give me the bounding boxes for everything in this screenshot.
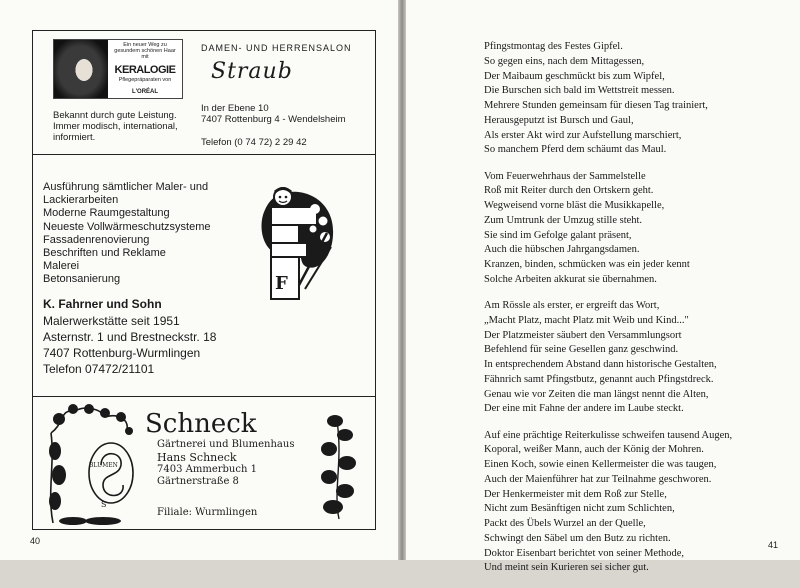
service-item: Lackierarbeiten xyxy=(43,194,119,207)
company-details xyxy=(43,313,216,377)
floral-ornament-left xyxy=(45,403,137,527)
poem-line: Zum Umtrunk der Umzug stille steht. xyxy=(484,214,643,226)
nursery-detail-line: Gärtnerstraße 8 xyxy=(157,476,239,487)
poem-line: „Macht Platz, macht Platz mit Weib und Kind..." xyxy=(484,314,689,326)
salon-address-line: 7407 Rottenburg 4 - Wendelsheim xyxy=(201,114,346,125)
poem-line: So manchem Pferd dem schäumt das Maul. xyxy=(484,144,667,156)
poem-line: Mehrere Stunden gemeinsam für diesen Tag trainiert, xyxy=(484,100,708,111)
service-item: Ausführung sämtlicher Maler- und xyxy=(43,181,209,193)
company-detail-line: Malerwerkstätte seit 1951 xyxy=(43,314,180,328)
company-detail-line: Telefon 07472/21101 xyxy=(43,362,155,376)
poem-line: Der Maibaum geschmückt bis zum Wipfel, xyxy=(484,70,665,82)
poem-line: Der Platzmeister säubert den Versammlungsort xyxy=(484,329,682,341)
promo-brand: KERALOGIE xyxy=(114,64,176,76)
poem-line: Am Rössle als erster, er ergreift das Wort, xyxy=(484,300,660,311)
ad-painter-fahrner xyxy=(32,154,376,396)
salon-heading: DAMEN- UND HERRENSALON xyxy=(201,43,352,53)
poem-line: Wegweisend vorne bläst die Musikkapelle, xyxy=(484,200,665,211)
poem-line: Genau wie vor Zeiten die man längst nennt die Alten, xyxy=(484,388,709,400)
salon-phone: Telefon (0 74 72) 2 29 42 xyxy=(201,137,307,148)
keralogie-promo xyxy=(53,39,183,99)
poem-line: Roß mit Reiter durch den Ortskern geht. xyxy=(484,185,654,197)
salon-slogan xyxy=(53,110,203,143)
poem-line: Sie sind im Gefolge galant präsent, xyxy=(484,229,632,241)
poem-line: Herausgeputzt ist Bursch und Gaul, xyxy=(484,114,634,126)
poem-line: Auf eine prächtige Reiterkulisse schweifen tausend Augen, xyxy=(484,429,733,441)
slogan-line: informiert. xyxy=(53,132,96,143)
poem-stanza xyxy=(484,299,794,417)
poem-line: Fähnrich samt Pfingstbutz, genannt auch Pfingstdreck. xyxy=(484,373,714,385)
ad-salon-straub xyxy=(32,30,376,154)
service-item: Betonsanierung xyxy=(43,273,121,286)
poem-line: Doktor Eisenbart berichtet von seiner Methode, xyxy=(484,547,685,559)
salon-address-line: In der Ebene 10 xyxy=(201,103,269,114)
page-number: 41 xyxy=(767,540,778,550)
poem-line: Befehlend für seine Gesellen ganz geschwind. xyxy=(484,344,679,356)
poem-line: Einen Koch, sowie einen Kellermeister die was taugen, xyxy=(484,459,717,470)
nursery-details xyxy=(157,439,294,488)
services-list xyxy=(43,181,211,287)
poem-stanza xyxy=(484,429,794,577)
salon-address xyxy=(201,103,346,125)
poem-stanza xyxy=(484,170,794,288)
poem-line: Als erster Akt wird zur Aufstellung marschiert, xyxy=(484,129,682,141)
woman-portrait-image xyxy=(54,40,108,98)
poem-line: Nicht zum Besänftigen nicht zum Schlichten, xyxy=(484,503,675,515)
logo-word: BLUMEN xyxy=(89,462,118,469)
poem-line: Pfingstmontag des Festes Gipfel. xyxy=(484,41,623,52)
poem-line: Auch der Maienführer hat zur Teilnahme geschworen. xyxy=(484,473,712,485)
service-item: Malerei xyxy=(43,260,80,273)
poem-line: Kranzen, binden, schmücken was ein jeder kennt xyxy=(484,259,690,270)
loreal-logo: L'ORÉAL xyxy=(131,89,159,95)
slogan-line: Bekannt durch gute Leistung. xyxy=(53,110,177,121)
nursery-detail-line: 7403 Ammerbuch 1 xyxy=(157,464,257,475)
company-name: K. Fahrner und Sohn xyxy=(43,297,162,311)
company-detail-line: 7407 Rottenburg-Wurmlingen xyxy=(43,346,201,360)
company-detail-line: Asternstr. 1 und Brestneckstr. 18 xyxy=(43,330,217,344)
poem-line: Der Henkermeister mit dem Roß zur Stelle, xyxy=(484,488,667,500)
poem-line: Vom Feuerwehrhaus der Sammelstelle xyxy=(484,170,646,182)
logo-letter: F xyxy=(275,273,288,294)
service-item: Fassadenrenovierung xyxy=(43,233,150,246)
poem-line: Der eine mit Fahne der andere im Laube steckt. xyxy=(484,403,684,415)
slogan-line: Immer modisch, international, xyxy=(53,121,178,132)
salon-name: Straub xyxy=(211,59,293,84)
nursery-name: Schneck xyxy=(145,409,257,439)
poem-line: Koporal, weißer Mann, auch der König der Mohren. xyxy=(484,444,704,456)
poem-line: Die Burschen sich bald im Wettstreit messen. xyxy=(484,85,675,97)
poem-line: In entsprechendem Abstand dann historische Gestalten, xyxy=(484,359,717,370)
poem-line: Packt des Übels Wurzel an der Quelle, xyxy=(484,518,646,529)
page-number: 40 xyxy=(30,536,41,546)
poem-stanza xyxy=(484,40,794,158)
poem xyxy=(484,40,794,588)
poem-line: Solche Arbeiten akkurat sie übernahmen. xyxy=(484,273,657,285)
poem-line: Schwingt den Säbel um den Butz zu richten. xyxy=(484,532,671,544)
poem-line: Auch die hübschen Jahrgangsdamen. xyxy=(484,244,640,256)
painter-palette-logo xyxy=(253,185,337,303)
nursery-detail-line: Gärtnerei und Blumenhaus xyxy=(157,439,295,450)
ad-nursery-schneck xyxy=(32,396,376,530)
book-gutter xyxy=(398,0,406,560)
promo-copy: Ein neuer Weg zu gesundem schönen Haar mit xyxy=(114,42,176,60)
floral-ornament-right xyxy=(319,411,357,521)
left-page xyxy=(0,0,398,560)
right-page xyxy=(406,0,800,574)
nursery-owner: Hans Schneck xyxy=(157,451,237,464)
logo-letter: S xyxy=(101,500,107,509)
service-item: Neueste Vollwärmeschutzsysteme xyxy=(43,220,211,233)
poem-line: Und meint sein Kurieren sei sicher gut. xyxy=(484,562,649,574)
service-item: Beschriften und Reklame xyxy=(43,247,166,260)
promo-subtitle: Pflegepräparaten von xyxy=(118,77,172,83)
nursery-branch: Filiale: Wurmlingen xyxy=(157,507,258,518)
poem-line: So gegen eins, nach dem Mittagessen, xyxy=(484,55,645,67)
service-item: Moderne Raumgestaltung xyxy=(43,207,170,220)
